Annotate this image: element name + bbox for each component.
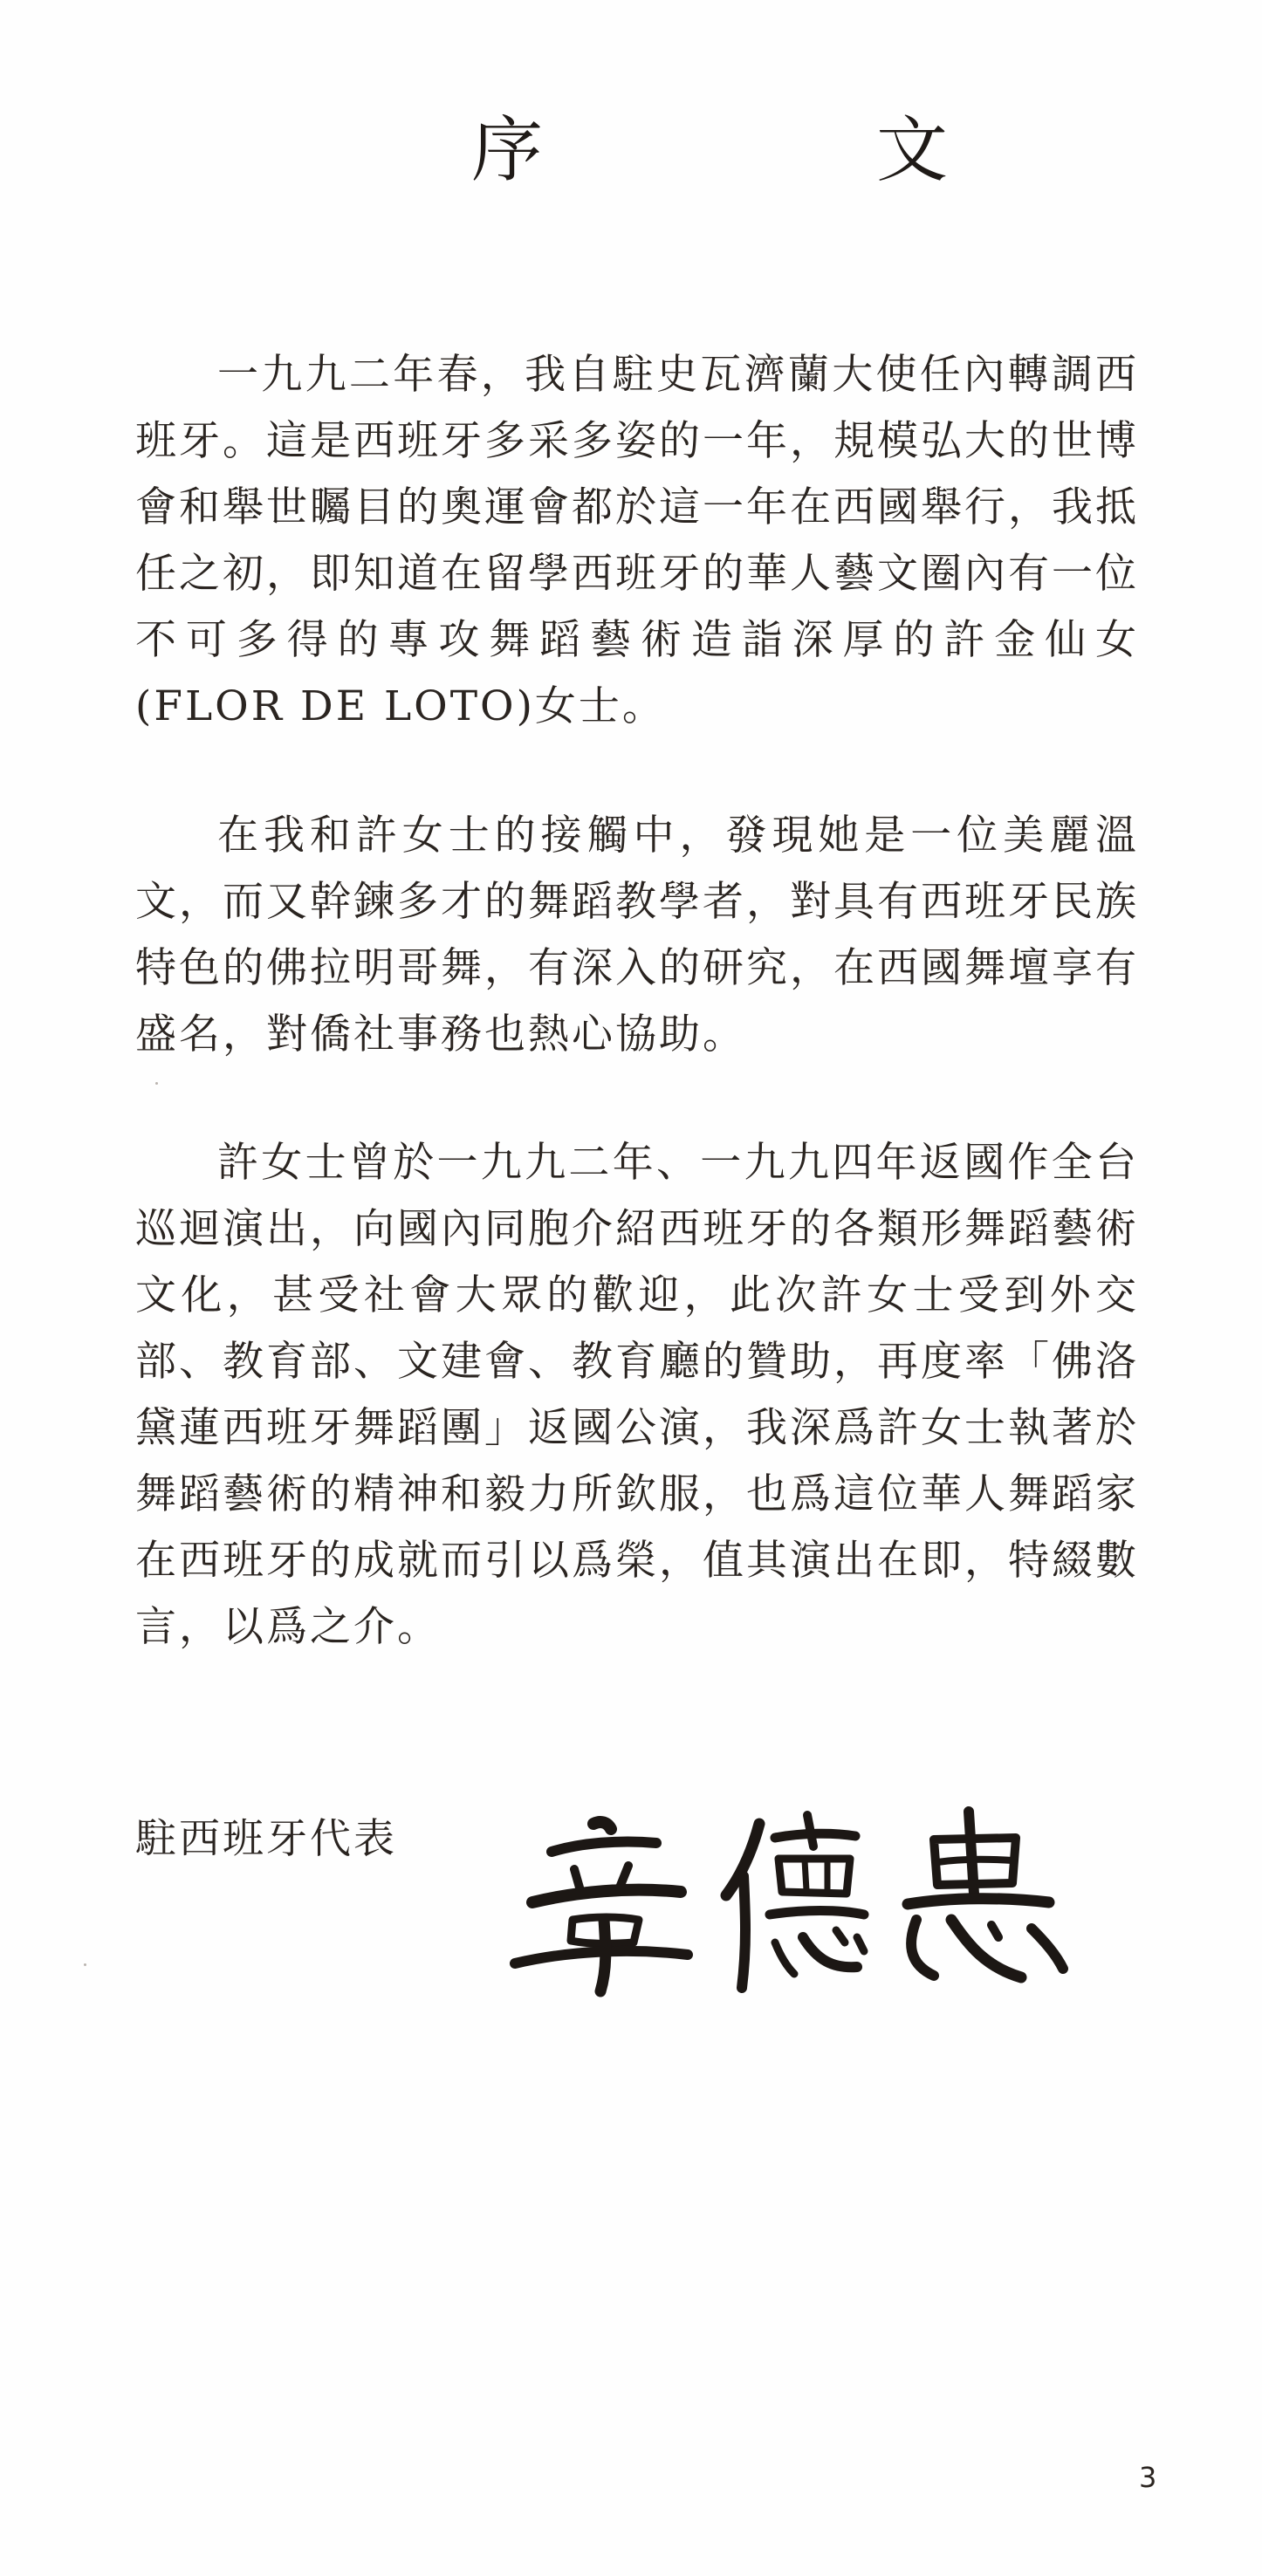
- paragraph-3: 許女士曾於一九九二年、一九九四年返國作全台巡迴演出，向國內同胞介紹西班牙的各類形舞蹈藝術文化，甚受社會大眾的歡迎，此次許女士受到外交部、教育部、文建會、教育廳的贊助，再度率「佛洛黛蓮西班牙舞蹈團」返國公演，我深爲許女士執著於舞蹈藝術的精神和毅力所欽服，也爲這位華人舞蹈家在西班牙的成就而引以爲榮，值其演出在即，特綴數言，以爲之介。: [135, 1139, 1139, 1651]
- signatory-title: 駐西班牙代表: [135, 1815, 397, 1863]
- paper-speck: [84, 1963, 86, 1966]
- paper-speck: [155, 1082, 158, 1085]
- paragraph-2: 在我和許女士的接觸中，發現她是一位美麗溫文，而又幹鍊多才的舞蹈教學者，對具有西班牙民族特色的佛拉明哥舞，有深入的研究，在西國舞壇享有盛名，對僑社事務也熱心協助。: [135, 812, 1139, 1058]
- handwritten-signature: [497, 1789, 1073, 1998]
- page-number: 3: [1139, 2461, 1157, 2494]
- paragraph-1: 一九九二年春，我自駐史瓦濟蘭大使任內轉調西班牙。這是西班牙多采多姿的一年，規模弘大的世博會和舉世矚目的奧運會都於這一年在西國舉行，我抵任之初，即知道在留學西班牙的華人藝文圈內有一位不可多得的專攻舞蹈藝術造詣深厚的許金仙女(FLOR DE LOTO)女士。: [135, 351, 1139, 730]
- page-title: 序 文: [471, 109, 1080, 192]
